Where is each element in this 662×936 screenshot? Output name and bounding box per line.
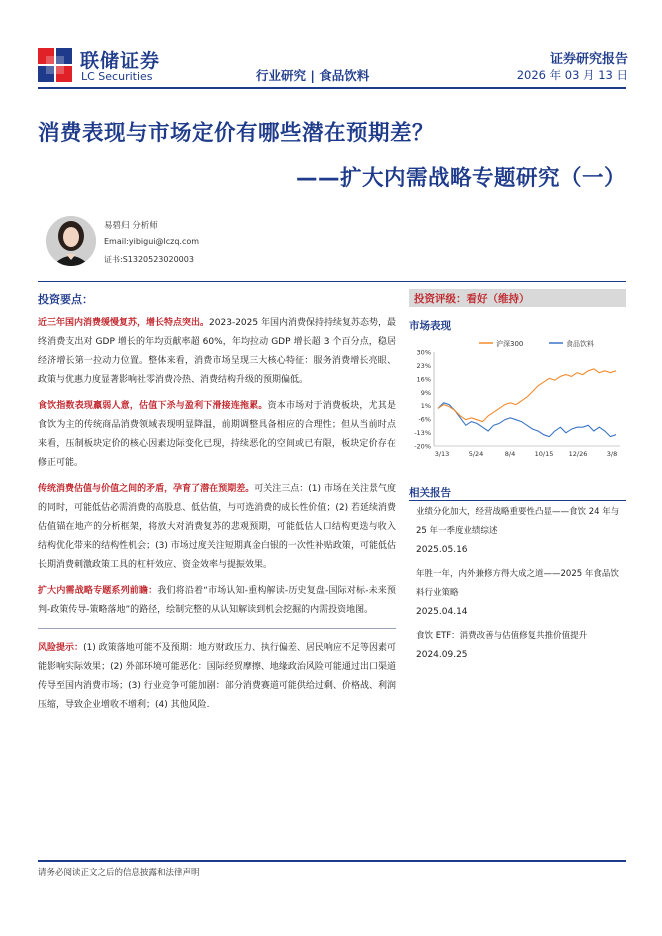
related-report-date: 2025.05.16 bbox=[416, 545, 468, 555]
brand-name-en: LC Securities bbox=[81, 70, 153, 83]
market-heading: 市场表现 bbox=[409, 320, 451, 332]
paragraph-text: 2023-2025 年国内消费保持持续复苏态势，最终消费支出对 GDP 增长的年均贡献率超 60%，年均拉动 GDP 增长超 3 个百分点，稳居经济增长第一拉动力位置。整体来看，消费市场呈现三大核心特征：服务消费增长亮眼、政策与优惠力度显著影响社零消费冷热、消费结构升级的预期偏低。 bbox=[38, 318, 396, 385]
related-report-title[interactable]: 业绩分化加大，经营战略重要性凸显——食饮 24 年与 25 年一季度业绩综述 bbox=[416, 507, 620, 536]
related-report-title[interactable]: 食饮 ETF：消费改善与估值修复共推价值提升 bbox=[416, 631, 588, 641]
report-date: 2026 年 03 月 13 日 bbox=[516, 68, 628, 82]
paragraph-highlight: 传统消费估值与价值之间的矛盾，孕育了潜在预期差。 bbox=[38, 484, 255, 494]
paragraph-highlight: 近三年国内消费缓慢复苏，增长特点突出。 bbox=[38, 318, 210, 328]
related-report-list bbox=[416, 503, 624, 670]
related-report-item[interactable] bbox=[416, 565, 624, 622]
x-tick-label: 8/4 bbox=[504, 450, 516, 458]
y-tick-label: 1% bbox=[420, 402, 431, 411]
risk-text: (1) 政策落地可能不及预期：地方财政压力、执行偏差、居民响应不足等因素可能影响实际效果；(2) 外部环境可能恶化：国际经贸摩擦、地缘政治风险可能通过出口渠道传导至国内消费市场；(3) 行业竞争可能加剧：部分消费赛道可能供给过剩、价格战、利润压缩，导致企业增收不增利；(4) 其他风险. bbox=[38, 643, 396, 710]
y-tick-label: 16% bbox=[416, 375, 431, 384]
investment-heading: 投资要点： bbox=[38, 293, 93, 306]
related-report-date: 2025.04.14 bbox=[416, 607, 468, 617]
paragraph-text: 资本市场对于消费板块，尤其是食饮为主的传统商品消费领域表现明显降温，前期调整具备相应的合理性；但从当前时点来看，压制板块定价的核心因素边际变化已现，持续恶化的空间或已有限，板块定价存在修正可能。 bbox=[38, 401, 396, 468]
x-tick-label: 5/24 bbox=[468, 450, 484, 458]
x-tick-label: 12/26 bbox=[568, 450, 588, 458]
y-tick-label: -13% bbox=[414, 429, 431, 438]
report-category: 行业研究 | 食品饮料 bbox=[256, 68, 370, 83]
summary-paragraph bbox=[38, 314, 396, 390]
summary-paragraph bbox=[38, 397, 396, 473]
footer-divider bbox=[38, 860, 626, 862]
investment-rating: 投资评级：看好（维持） bbox=[414, 293, 530, 305]
analyst-photo-icon bbox=[46, 216, 96, 266]
avatar bbox=[46, 216, 96, 266]
series-line-hs300 bbox=[438, 369, 616, 422]
header-divider bbox=[38, 87, 626, 89]
brand-name: 联储证券 bbox=[80, 50, 161, 72]
y-tick-label: 30% bbox=[416, 348, 431, 357]
x-tick-label: 3/8 bbox=[606, 450, 618, 458]
investment-summary bbox=[38, 291, 396, 722]
y-tick-label: 23% bbox=[416, 361, 431, 370]
risk-paragraph bbox=[38, 639, 396, 715]
paragraph-text: 可关注三点：(1) 市场在关注景气度的同时，可能低估必需消费的高股息、低估值，与可选消费的成长性价值；(2) 若延续消费估值锚在地产的分析框架，将放大对消费复苏的悲观预期，可能低估人口结构更迭与收入结构优化带来的结构性机会；(3) 市场过度关注短期真金白银的一次性补贴政策，可能低估长期消费刺激政策工具的杠杆效应、资金效率与提振效果。 bbox=[38, 484, 396, 570]
related-divider bbox=[409, 500, 626, 501]
logo-icon bbox=[38, 48, 72, 82]
page-subtitle: ——扩大内需战略专题研究（一） bbox=[295, 166, 626, 191]
related-report-date: 2024.09.25 bbox=[416, 650, 468, 660]
report-type: 证券研究报告 bbox=[549, 52, 628, 67]
summary-paragraph bbox=[38, 480, 396, 575]
paragraph-highlight: 扩大内需战略专题系列前瞻： bbox=[38, 586, 158, 596]
risk-heading: 风险提示： bbox=[38, 643, 84, 653]
y-tick-label: -20% bbox=[414, 442, 431, 451]
legend-label-hs300: 沪深300 bbox=[496, 340, 524, 348]
analyst-cert: 证书:S1320523020003 bbox=[104, 255, 194, 264]
y-tick-label: -6% bbox=[418, 415, 431, 424]
legend-label-food: 食品饮料 bbox=[566, 340, 594, 348]
analyst-name: 易碧归 分析师 bbox=[104, 221, 158, 231]
summary-paragraph bbox=[38, 582, 396, 620]
x-tick-label: 10/15 bbox=[534, 450, 554, 458]
market-performance-chart bbox=[404, 334, 626, 466]
x-tick-label: 3/13 bbox=[434, 450, 450, 458]
series-line-food bbox=[438, 403, 616, 437]
related-report-item[interactable] bbox=[416, 503, 624, 560]
risk-divider bbox=[38, 628, 396, 629]
page-title: 消费表现与市场定价有哪些潜在预期差？ bbox=[38, 121, 435, 146]
related-report-title[interactable]: 年胜一年，内外兼修方得大成之道——2025 年食品饮料行业策略 bbox=[416, 569, 619, 598]
related-heading: 相关报告 bbox=[409, 487, 451, 499]
analyst-email[interactable]: Email:yibigui@lczq.com bbox=[104, 237, 200, 246]
y-tick-label: 9% bbox=[420, 388, 431, 397]
paragraph-highlight: 食饮指数表现羸弱人意，估值下杀与盈利下滑接连拖累。 bbox=[38, 401, 268, 411]
body-divider bbox=[38, 281, 626, 282]
related-report-item[interactable] bbox=[416, 627, 624, 665]
disclaimer-notice[interactable]: 请务必阅读正文之后的信息披露和法律声明 bbox=[38, 868, 200, 878]
paragraph-text: 我们将沿着“市场认知-重构解读-历史复盘-国际对标-未来预判-政策传导-策略落地”的路径，绘制完整的从认知解读到机会挖掘的内需投资地图。 bbox=[38, 586, 396, 615]
